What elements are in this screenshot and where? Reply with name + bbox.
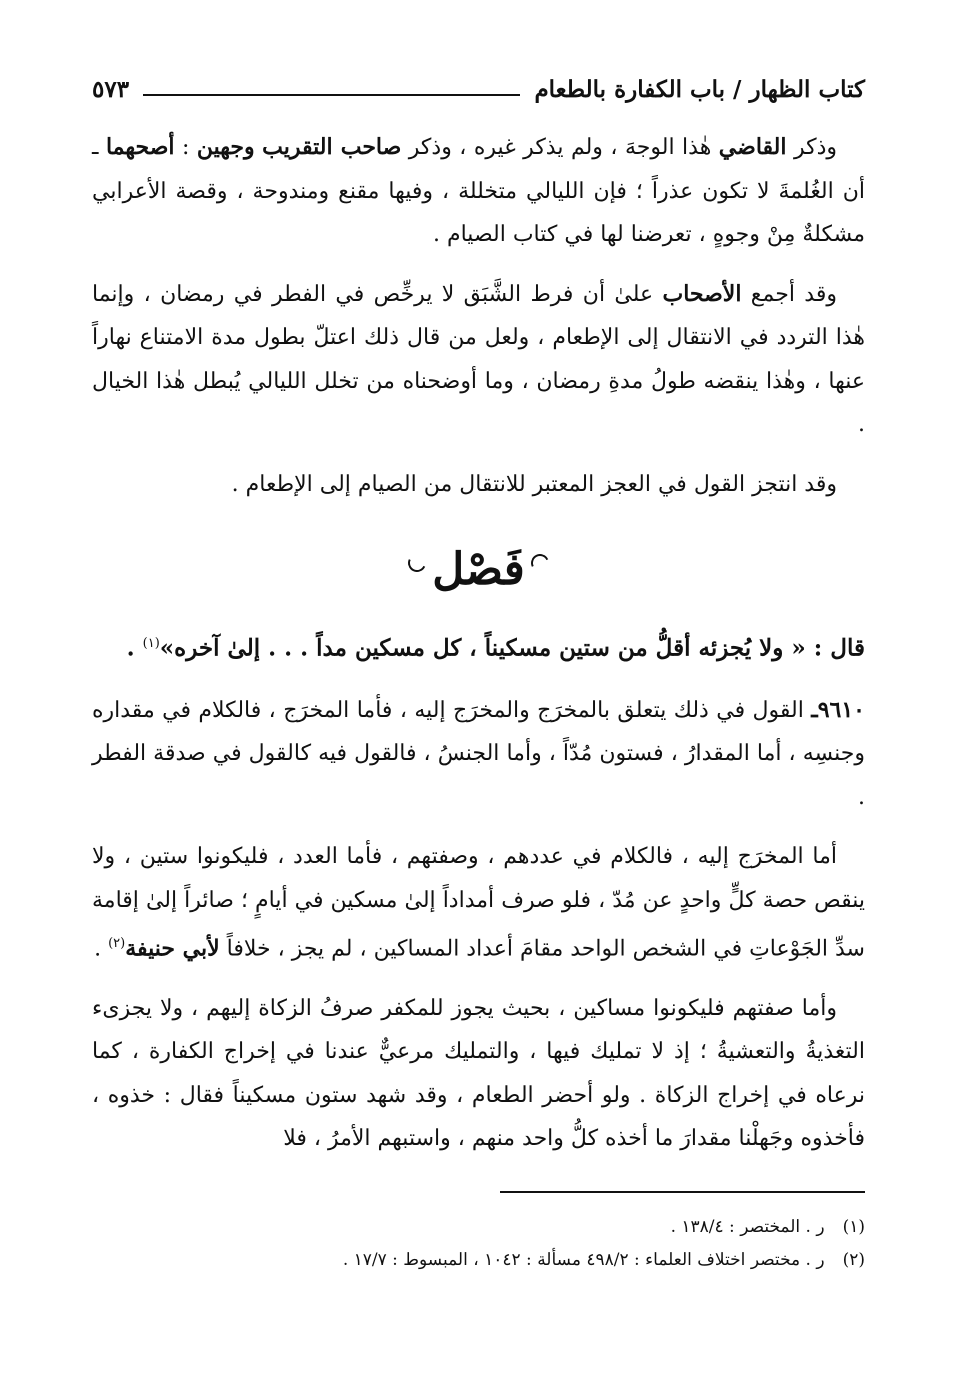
text-run: وقد انتجز القول في العجز المعتبر للانتقال من الصيام إلى الإطعام . <box>231 471 837 497</box>
footnote-ref: (١) <box>142 636 160 651</box>
bold-term: القاضي <box>718 134 787 160</box>
text-run <box>255 135 262 160</box>
text-run: وأما صفتهم فليكونوا مساكين ، بحيث يجوز للمكفر صرفُ الزكاة إليهم ، ولا يجزىء التغذيةُ والتعشيةُ ؛ إذ لا تمليك فيها ، والتمليك مرعيٌّ عندنا في إخراج الكفارة ، كما نرعاه في إخراج الزكاة . ولو أحضر الطعام ، وقد شهد ستون مسكيناً فقال : خذوه ، فأخذوه وجَهلْنا مقدارَ ما أخذه كلُّ واحد منهم ، واستبهم الأمرُ ، فلا <box>92 995 865 1152</box>
paragraph <box>92 987 865 1161</box>
footnote <box>92 1244 865 1277</box>
footnotes <box>92 1211 865 1277</box>
section-ornament <box>92 544 865 614</box>
text-run: هٰذا الوجهَ ، ولم يذكر غيره ، وذكر <box>401 135 719 160</box>
paragraph <box>92 126 865 257</box>
paragraph <box>92 689 865 820</box>
footnote-mark: (٢) <box>842 1249 865 1270</box>
bold-term: صاحب التقريب <box>262 134 402 160</box>
text-run: القول في ذلك يتعلق بالمخرَج والمخرَج إليه ، فأما المخرَج ، فالكلام في مقداره وجنسِه ، أما المقدارُ ، فستون مُدّاً ، وأما الجنسُ ، فالقول فيه كالقول في صدقة الفطر . <box>92 697 865 810</box>
footnote-text: ر . المختصر : ١٣٨/٤ . <box>670 1216 825 1237</box>
text-block-2 <box>92 689 865 1161</box>
text-run: علىٰ أن فرط الشَّبَق لا يرخِّص في الفطر في رمضان ، وإنما هٰذا التردد في الانتقال إلى الإطعام ، ولعل من قال ذلك اعتلّ بطول مدة الامتناع نهاراً عنها ، وهٰذا ينقضه طولُ مدةِ رمضان ، وما أوضحناه من تخلل الليالي يُبطل هٰذا الخيال . <box>92 281 865 437</box>
header-title: كتاب الظهار / باب الكفارة بالطعام <box>534 75 865 103</box>
quoted-statement <box>92 622 865 671</box>
footnote-ref: (٢) <box>108 936 126 952</box>
footnote-text: ر . مختصر اختلاف العلماء : ٤٩٨/٢ مسألة : ١٠٤٢ ، المبسوط : ١٧/٧ . <box>342 1249 825 1270</box>
running-header <box>92 68 865 110</box>
fasl-heading: فَصْل <box>422 544 535 595</box>
bold-term: أصحهما <box>105 134 175 160</box>
quoted-statement-end: . <box>126 634 143 662</box>
bold-term: الأصحاب <box>662 280 742 307</box>
footnote-mark: (١) <box>842 1216 865 1237</box>
quoted-statement-text: قال : « ولا يُجزئه أقلُّ من ستين مسكيناً ، كل مسكين مداً . . . إلىٰ آخره» <box>159 634 865 662</box>
header-rule <box>143 94 520 96</box>
page-number: ٥٧٣ <box>92 75 130 103</box>
footnote <box>92 1211 865 1244</box>
text-run: وقد أجمع <box>741 281 837 307</box>
paragraph <box>92 835 865 971</box>
footnote-separator <box>500 1191 865 1193</box>
bold-term: وجهين <box>196 134 255 160</box>
paragraph <box>92 463 865 507</box>
text-run: أما المخرَج إليه ، فالكلام في عددهم ، وصفتهم ، فأما العدد ، فليكونوا ستين ، ولا ينقص حصة كلٍّ واحدٍ عن مُدّ ، فلو صرف أمداداً إلىٰ مسكين في أيامٍ ؛ صائراً إلىٰ إقامة سدِّ الجَوْعاتِ في الشخص الواحد مقامَ أعداد المساكين ، لم يجز ، خلافاً <box>92 844 865 962</box>
paragraph-number: ٩٦١٠ـ <box>811 696 865 723</box>
text-run: ـ أن الغُلمةَ لا تكون عذراً ؛ فإن الليالي متخللة ، وفيها مقنع ومندوحة ، وقصة الأعرابي مشكلةٌ مِنْ وجوهٍ ، تعرضنا لها في كتاب الصيام . <box>92 135 865 247</box>
text-run: : <box>174 135 197 160</box>
bold-term: لأبي حنيفة <box>125 935 220 962</box>
text-run: . <box>94 936 109 962</box>
paragraph <box>92 273 865 447</box>
text-run: وذكر <box>786 135 837 160</box>
text-block-1 <box>92 126 865 506</box>
